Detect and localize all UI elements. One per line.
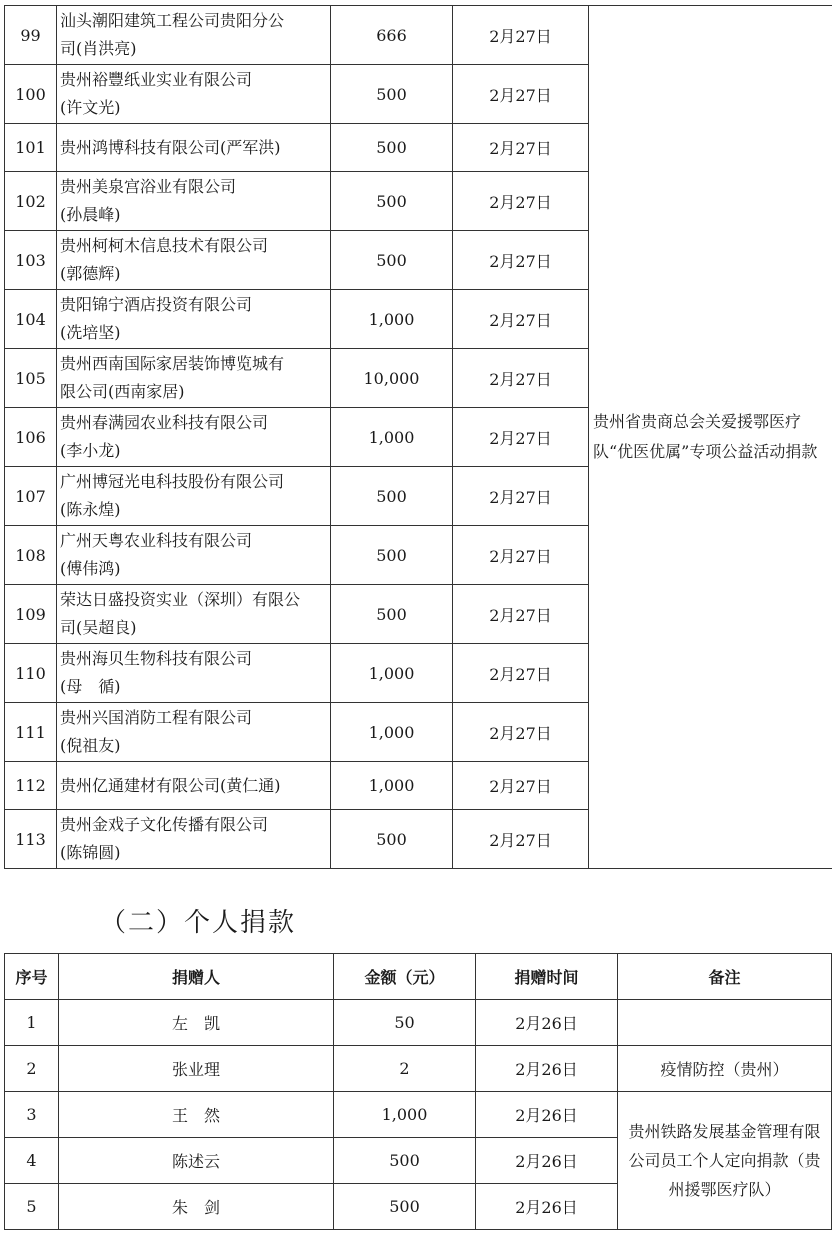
row-donor-name: [57, 172, 331, 231]
row-note-merged: 贵州省贵商总会关爱援鄂医疗队“优医优属”专项公益活动捐款: [589, 6, 832, 869]
row-no: 106: [5, 408, 57, 467]
row-amount: 500: [331, 124, 453, 172]
donor-name-line: 司(肖洪亮): [60, 39, 137, 58]
row-amount: 50: [334, 1000, 476, 1046]
row-amount: 10,000: [331, 349, 453, 408]
header-date: 捐赠时间: [476, 954, 618, 1000]
row-no: 5: [5, 1184, 59, 1230]
row-amount: 1,000: [331, 703, 453, 762]
donor-name-line: (郭德辉): [60, 264, 121, 283]
row-no: 2: [5, 1046, 59, 1092]
header-no: 序号: [5, 954, 59, 1000]
row-donor-name: [57, 762, 331, 810]
donor-name-line: (倪祖友): [60, 736, 121, 755]
row-date: 2月26日: [476, 1092, 618, 1138]
row-amount: 1,000: [331, 290, 453, 349]
donor-name-line: 司(吴超良): [60, 618, 137, 637]
row-note-merged: 贵州铁路发展基金管理有限公司员工个人定向捐款（贵州援鄂医疗队）: [618, 1092, 832, 1230]
donor-name-line: (陈永煌): [60, 500, 121, 519]
row-amount: 500: [331, 231, 453, 290]
row-no: 111: [5, 703, 57, 762]
header-amount: 金额（元）: [334, 954, 476, 1000]
row-donor-name: [57, 644, 331, 703]
donor-name-line: 贵州柯柯木信息技术有限公司: [60, 236, 269, 255]
row-no: 104: [5, 290, 57, 349]
row-no: 3: [5, 1092, 59, 1138]
row-no: 1: [5, 1000, 59, 1046]
row-donor: 王 然: [59, 1092, 334, 1138]
row-date: 2月27日: [453, 124, 589, 172]
row-donor-name: [57, 231, 331, 290]
row-amount: 500: [331, 65, 453, 124]
donor-name-line: 广州博冠光电科技股份有限公司: [60, 472, 285, 491]
row-date: 2月27日: [453, 526, 589, 585]
donor-name-line: 贵州西南国际家居装饰博览城有: [60, 354, 285, 373]
row-date: 2月27日: [453, 6, 589, 65]
row-donor-name: [57, 6, 331, 65]
row-donor: 陈述云: [59, 1138, 334, 1184]
row-date: 2月27日: [453, 172, 589, 231]
row-donor-name: [57, 703, 331, 762]
row-donor-name: [57, 349, 331, 408]
row-no: 103: [5, 231, 57, 290]
row-no: 109: [5, 585, 57, 644]
row-amount: 500: [331, 526, 453, 585]
donor-name-line: 汕头潮阳建筑工程公司贵阳分公: [60, 11, 285, 30]
row-donor: 朱 剑: [59, 1184, 334, 1230]
row-date: 2月27日: [453, 65, 589, 124]
row-date: 2月27日: [453, 762, 589, 810]
row-date: 2月27日: [453, 231, 589, 290]
table-row: [5, 6, 832, 65]
row-date: 2月27日: [453, 585, 589, 644]
row-donor-name: [57, 526, 331, 585]
donor-name-line: (傅伟鸿): [60, 559, 121, 578]
row-no: 110: [5, 644, 57, 703]
row-no: 4: [5, 1138, 59, 1184]
donor-name-line: 贵州鸿博科技有限公司(严军洪): [60, 137, 281, 157]
row-amount: 666: [331, 6, 453, 65]
row-no: 101: [5, 124, 57, 172]
header-row: [5, 954, 832, 1000]
row-donor-name: [57, 467, 331, 526]
header-donor: 捐赠人: [59, 954, 334, 1000]
row-date: 2月26日: [476, 1000, 618, 1046]
row-date: 2月26日: [476, 1184, 618, 1230]
row-amount: 500: [331, 585, 453, 644]
header-note: 备注: [618, 954, 832, 1000]
table-row: [5, 1092, 832, 1138]
row-date: 2月27日: [453, 810, 589, 869]
row-no: 113: [5, 810, 57, 869]
row-no: 102: [5, 172, 57, 231]
row-date: 2月27日: [453, 290, 589, 349]
donor-name-line: 贵州海贝生物科技有限公司: [60, 649, 253, 668]
donor-name-line: 贵州春满园农业科技有限公司: [60, 413, 269, 432]
row-amount: 500: [334, 1184, 476, 1230]
enterprise-table-body: [5, 6, 832, 869]
table-row: [5, 1046, 832, 1092]
donor-name-line: 贵州美泉宫浴业有限公司: [60, 177, 237, 196]
row-amount: 500: [331, 467, 453, 526]
donor-name-line: (孙晨峰): [60, 205, 121, 224]
row-no: 105: [5, 349, 57, 408]
row-date: 2月27日: [453, 408, 589, 467]
individual-donation-table: [4, 953, 832, 1230]
row-amount: 2: [334, 1046, 476, 1092]
donor-name-line: 贵阳锦宁酒店投资有限公司: [60, 295, 253, 314]
section-title: （二）个人捐款: [100, 908, 297, 938]
row-amount: 500: [331, 172, 453, 231]
row-no: 112: [5, 762, 57, 810]
donor-name-line: (母 循): [60, 677, 121, 696]
row-amount: 500: [334, 1138, 476, 1184]
row-no: 100: [5, 65, 57, 124]
donor-name-line: 贵州裕豐纸业实业有限公司: [60, 70, 253, 89]
enterprise-donation-table: [4, 5, 832, 869]
row-donor-name: [57, 408, 331, 467]
row-donor-name: [57, 65, 331, 124]
table-row: [5, 1000, 832, 1046]
row-donor-name: [57, 810, 331, 869]
donor-name-line: 限公司(西南家居): [60, 382, 185, 401]
donor-name-line: 贵州亿通建材有限公司(黄仁通): [60, 775, 281, 795]
row-amount: 500: [331, 810, 453, 869]
row-note: [618, 1000, 832, 1046]
row-date: 2月27日: [453, 467, 589, 526]
row-date: 2月27日: [453, 703, 589, 762]
row-amount: 1,000: [331, 408, 453, 467]
row-donor: 左 凯: [59, 1000, 334, 1046]
donor-name-line: (许文光): [60, 98, 121, 117]
row-no: 99: [5, 6, 57, 65]
row-amount: 1,000: [331, 644, 453, 703]
row-no: 107: [5, 467, 57, 526]
donor-name-line: 贵州兴国消防工程有限公司: [60, 708, 253, 727]
row-date: 2月26日: [476, 1138, 618, 1184]
donor-name-line: (冼培坚): [60, 323, 121, 342]
row-date: 2月26日: [476, 1046, 618, 1092]
row-donor-name: [57, 585, 331, 644]
row-donor: 张业理: [59, 1046, 334, 1092]
donor-name-line: (陈锦圆): [60, 843, 121, 862]
row-date: 2月27日: [453, 349, 589, 408]
donor-name-line: (李小龙): [60, 441, 121, 460]
row-donor-name: [57, 290, 331, 349]
row-donor-name: [57, 124, 331, 172]
row-note: 疫情防控（贵州）: [618, 1046, 832, 1092]
row-no: 108: [5, 526, 57, 585]
row-amount: 1,000: [334, 1092, 476, 1138]
row-amount: 1,000: [331, 762, 453, 810]
donor-name-line: 贵州金戏子文化传播有限公司: [60, 815, 269, 834]
donor-name-line: 广州天粤农业科技有限公司: [60, 531, 253, 550]
donor-name-line: 荣达日盛投资实业（深圳）有限公: [60, 590, 301, 609]
row-date: 2月27日: [453, 644, 589, 703]
